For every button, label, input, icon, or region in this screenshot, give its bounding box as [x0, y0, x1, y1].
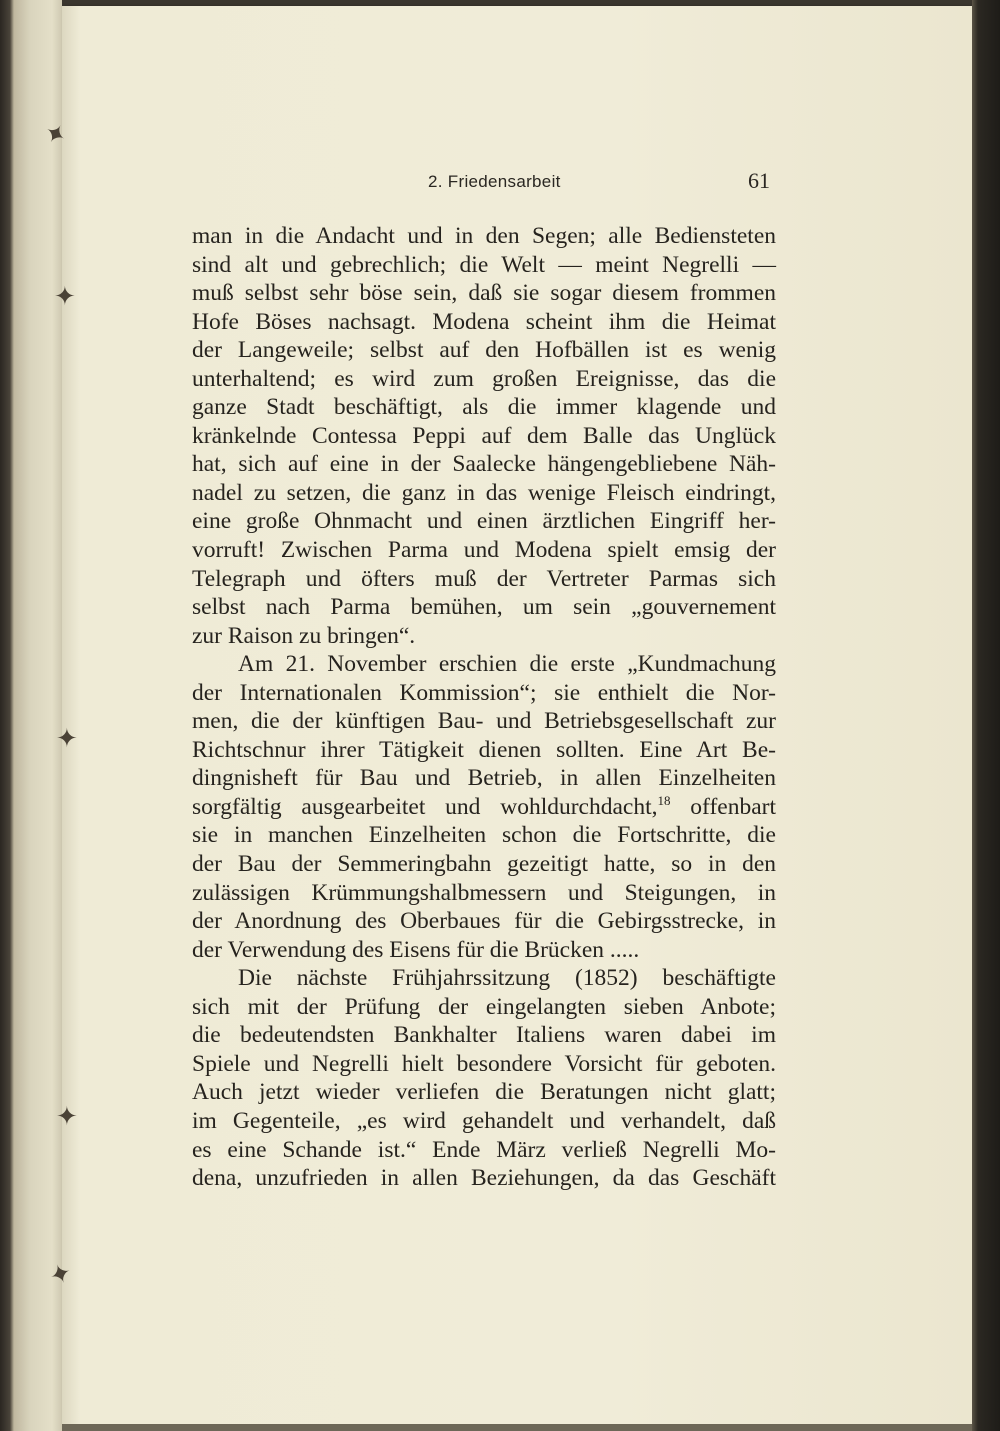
- text-line: der Verwendung des Eisens für die Brücken .....: [192, 936, 640, 963]
- paragraph-start-line: Die nächste Frühjahrssitzung (1852) beschäftigte: [238, 965, 776, 992]
- text-line: der Bau der Semmeringbahn gezeitigt hatte, so in den: [192, 851, 776, 878]
- binding-thread-mark: ✦: [45, 1257, 77, 1293]
- text-line: dingnisheft für Bau und Betrieb, in allen Einzelheiten: [192, 765, 776, 792]
- text-line: man in die Andacht und in den Segen; alle Bediensteten: [192, 223, 776, 249]
- text-line: der Langeweile; selbst auf den Hofbällen ist es wenig: [192, 337, 776, 364]
- text-line: der Internationalen Kommission“; sie enthielt die Nor-: [192, 679, 776, 706]
- paragraph-start-line: Am 21. November erschien die erste „Kundmachung: [238, 651, 776, 678]
- chapter-title: 2. Friedensarbeit: [428, 172, 561, 191]
- text-segment: offenbart: [670, 793, 776, 820]
- text-segment: sorgfältig ausgearbeitet und wohldurchdacht,: [192, 793, 658, 820]
- body-text: [192, 222, 776, 1193]
- text-line: unterhaltend; es wird zum großen Ereignisse, das die: [192, 365, 776, 392]
- book-cover-edge: [972, 0, 1000, 1431]
- text-line: zulässigen Krümmungshalbmessern und Steigungen, in: [192, 879, 776, 906]
- text-line: nadel zu setzen, die ganz in das wenige Fleisch eindringt,: [192, 479, 776, 506]
- text-line: Richtschnur ihrer Tätigkeit dienen sollten. Eine Art Be-: [192, 736, 776, 763]
- text-line: Hofe Böses nachsagt. Modena scheint ihm die Heimat: [192, 308, 776, 335]
- text-line: hat, sich auf eine in der Saalecke hängengebliebene Näh-: [192, 451, 776, 478]
- text-line: selbst nach Parma bemühen, um sein „gouvernement: [192, 594, 776, 621]
- binding-thread-mark: ✦: [37, 116, 72, 154]
- text-line-with-footnote: [192, 793, 776, 822]
- text-line: im Gegenteile, „es wird gehandelt und verhandelt, daß: [192, 1107, 776, 1134]
- page-bottom-edge: [62, 1424, 972, 1431]
- text-line: Spiele und Negrelli hielt besondere Vorsicht für geboten.: [192, 1050, 776, 1077]
- text-line: es eine Schande ist.“ Ende März verließ Negrelli Mo-: [192, 1136, 776, 1163]
- binding-thread-mark: ✦: [54, 282, 76, 312]
- text-line: eine große Ohnmacht und einen ärztlichen Eingriff her-: [192, 508, 776, 535]
- text-line: Telegraph und öfters muß der Vertreter Parmas sich: [192, 565, 776, 592]
- text-line: muß selbst sehr böse sein, daß sie sogar diesem frommen: [192, 280, 776, 307]
- text-line: sie in manchen Einzelheiten schon die Fortschritte, die: [192, 822, 776, 849]
- binding-thread-mark: ✦: [56, 724, 78, 754]
- text-line: zur Raison zu bringen“.: [192, 622, 416, 649]
- text-line: vorruft! Zwischen Parma und Modena spielt emsig der: [192, 537, 776, 564]
- running-head: [190, 170, 772, 200]
- text-line: dena, unzufrieden in allen Beziehungen, da das Geschäft: [192, 1165, 776, 1192]
- text-line: sich mit der Prüfung der eingelangten sieben Anbote;: [192, 993, 776, 1020]
- binding-thread-mark: ✦: [56, 1102, 78, 1132]
- book-gutter: [0, 0, 62, 1431]
- text-line: ganze Stadt beschäftigt, als die immer klagende und: [192, 394, 776, 421]
- text-line: kränkelnde Contessa Peppi auf dem Balle das Unglück: [192, 422, 776, 449]
- text-line: Auch jetzt wieder verliefen die Beratungen nicht glatt;: [192, 1079, 776, 1106]
- page-number: 61: [748, 168, 770, 193]
- text-line: men, die der künftigen Bau- und Betriebsgesellschaft zur: [192, 708, 776, 735]
- text-line: der Anordnung des Oberbaues für die Gebirgsstrecke, in: [192, 908, 776, 935]
- text-line: sind alt und gebrechlich; die Welt — meint Negrelli —: [192, 251, 776, 278]
- footnote-reference: 18: [657, 792, 671, 808]
- text-line: die bedeutendsten Bankhalter Italiens waren dabei im: [192, 1022, 776, 1049]
